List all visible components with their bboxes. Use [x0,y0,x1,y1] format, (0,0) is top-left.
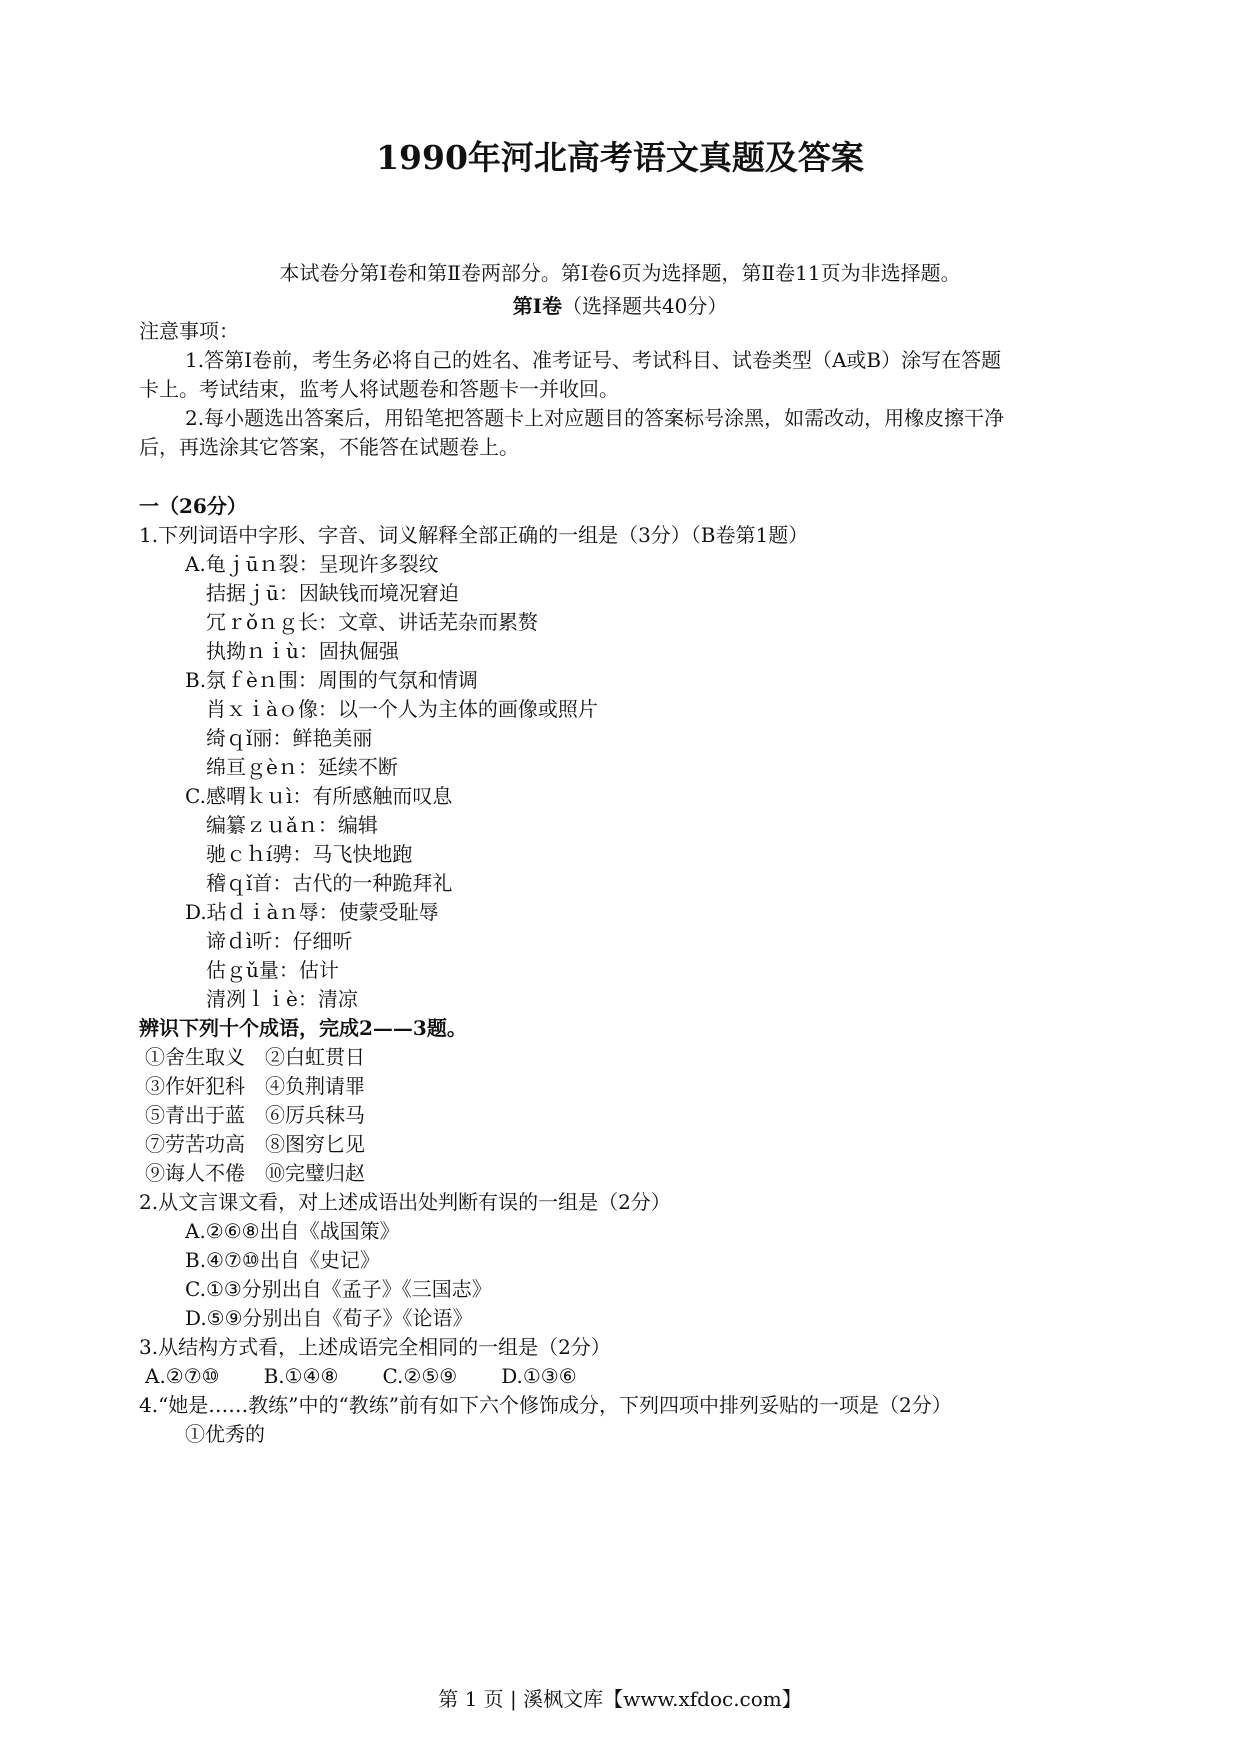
q1-option-c: C.感喟ｋｕì：有所感触而叹息 [185,784,453,808]
q3-option-a: A.②⑦⑩ [145,1364,220,1388]
idiom-row: ⑨诲人不倦 ⑩完璧归赵 [145,1161,365,1185]
q3-option-b: B.①④⑧ [263,1364,339,1388]
q2-stem: 2.从文言课文看，对上述成语出处判断有误的一组是（2分） [139,1190,671,1214]
q1-option-b-line: 肖ｘｉàｏ像：以一个人为主体的画像或照片 [206,697,598,721]
q1-option-c-line: 编纂ｚｕǎｎ：编辑 [206,813,378,837]
q2-option-a: A.②⑥⑧出自《战国策》 [185,1219,400,1243]
q1-option-b: B.氛ｆèｎ围：周围的气氛和情调 [185,668,478,692]
q4-stem: 4.“她是……教练”中的“教练”前有如下六个修饰成分，下列四项中排列妥贴的一项是（2分） [139,1393,952,1417]
section1-heading: 一（26分） [139,494,247,518]
q3-option-d: D.①③⑥ [501,1364,577,1388]
q1-option-a-line: 冗ｒǒｎｇ长：文章、讲话芜杂而累赘 [206,610,539,634]
q3-options [145,1364,621,1388]
q1-option-c-line: 驰ｃｈí骋：马飞快地跑 [206,842,413,866]
notice-heading: 注意事项： [139,319,239,343]
idiom-row: ⑦劳苦功高 ⑧图穷匕见 [145,1132,365,1156]
idiom-row: ①舍生取义 ②白虹贯日 [145,1045,365,1069]
q2-option-b: B.④⑦⑩出自《史记》 [185,1248,380,1272]
q4-item: ①优秀的 [185,1422,265,1446]
notice-item2-line1: 2.每小题选出答案后，用铅笔把答题卡上对应题目的答案标号涂黑，如需改动，用橡皮擦干净 [185,406,1005,430]
q1-option-d-line: 清冽ｌｉè：清凉 [206,987,358,1011]
idiom-row: ③作奸犯科 ④负荆请罪 [145,1074,365,1098]
document-title: 1990年河北高考语文真题及答案 [376,138,864,177]
q3-stem: 3.从结构方式看，上述成语完全相同的一组是（2分） [139,1335,611,1359]
q1-option-d-line: 估ｇǔ量：估计 [206,958,339,982]
notice-item2-line2: 后，再选涂其它答案，不能答在试题卷上。 [139,435,519,459]
q1-option-c-line: 稽ｑǐ首：古代的一种跪拜礼 [206,871,453,895]
volume-label: 第Ⅰ卷 [512,294,562,318]
intro-text: 本试卷分第Ⅰ卷和第Ⅱ卷两部分。第Ⅰ卷6页为选择题，第Ⅱ卷11页为非选择题。 [279,261,961,285]
idiom-heading: 辨识下列十个成语，完成2——3题。 [139,1016,467,1040]
q1-option-a-line: 拮据ｊū：因缺钱而境况窘迫 [206,581,459,605]
q1-stem: 1.下列词语中字形、字音、词义解释全部正确的一组是（3分）（B卷第1题） [139,523,809,547]
q2-option-d: D.⑤⑨分别出自《荀子》《论语》 [185,1306,473,1330]
q1-option-a: A.龟ｊūｎ裂：呈现许多裂纹 [185,552,439,576]
q2-option-c: C.①③分别出自《孟子》《三国志》 [185,1277,492,1301]
notice-item1-line1: 1.答第Ⅰ卷前，考生务必将自己的姓名、准考证号、考试科目、试卷类型（A或B）涂写在答题 [185,348,1002,372]
q1-option-a-line: 执拗ｎｉù：固执倔强 [206,639,399,663]
q1-option-b-line: 绮ｑǐ丽：鲜艳美丽 [206,726,373,750]
q1-option-b-line: 绵亘ｇèｎ：延续不断 [206,755,398,779]
notice-item1-line2: 卡上。考试结束，监考人将试题卷和答题卡一并收回。 [139,377,619,401]
page-footer: 第 1 页 | 溪枫文库【www.xfdoc.com】 [438,1687,802,1711]
q1-option-d: D.玷ｄｉàｎ辱：使蒙受耻辱 [185,900,439,924]
q1-option-d-line: 谛ｄì听：仔细听 [206,929,353,953]
idiom-row: ⑤青出于蓝 ⑥厉兵秣马 [145,1103,365,1127]
volume-note: （选择题共40分） [561,294,728,318]
q3-option-c: C.②⑤⑨ [382,1364,458,1388]
volume-heading [0,290,1240,319]
